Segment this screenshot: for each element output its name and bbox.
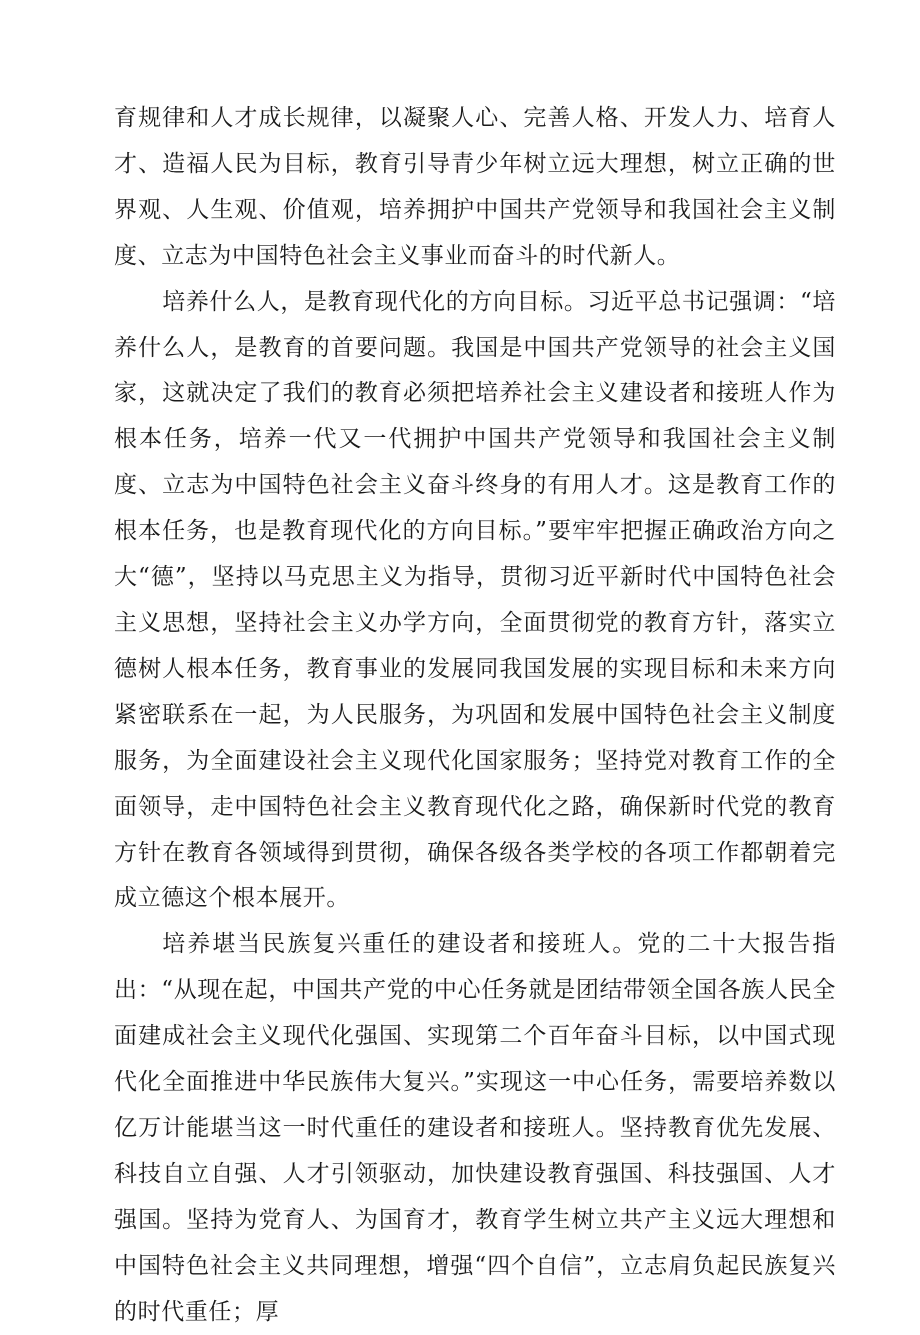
paragraph-education-goal: 培养什么人，是教育现代化的方向目标。习近平总书记强调：“培养什么人，是教育的首要问题。我国是中国共产党领导的社会主义国家，这就决定了我们的教育必须把培养社会主义建设者和接班人作为根本任务，培养一代又一代拥护中国共产党领导和我国社会主义制度、立志为中国特色社会主义奋斗终身的有用人才。这是教育工作的根本任务，也是教育现代化的方向目标。”要牢牢把握正确政治方向之大“德”，坚持以马克思主义为指导，贯彻习近平新时代中国特色社会主义思想，坚持社会主义办学方向，全面贯彻党的教育方针，落实立德树人根本任务，教育事业的发展同我国发展的实现目标和未来方向紧密联系在一起，为人民服务，为巩固和发展中国特色社会主义制度服务，为全面建设社会主义现代化国家服务；坚持党对教育工作的全面领导，走中国特色社会主义教育现代化之路，确保新时代党的教育方针在教育各领域得到贯彻，确保各级各类学校的各项工作都朝着完成立德这个根本展开。: [114, 288, 836, 912]
paragraph-national-rejuvenation: 培养堪当民族复兴重任的建设者和接班人。党的二十大报告指出：“从现在起，中国共产党的中心任务就是团结带领全国各族人民全面建成社会主义现代化强国、实现第二个百年奋斗目标，以中国式现代化全面推进中华民族伟大复兴。”实现这一中心任务，需要培养数以亿万计能堪当这一时代重任的建设者和接班人。坚持教育优先发展、科技自立自强、人才引领驱动，加快建设教育强国、科技强国、人才强国。坚持为党育人、为国育才，教育学生树立共产主义远大理想和中国特色社会主义共同理想，增强“四个自信”，立志肩负起民族复兴的时代重任；厚: [114, 931, 836, 1325]
document-page: [114, 96, 836, 1335]
paragraph-continued: 育规律和人才成长规律，以凝聚人心、完善人格、开发人力、培育人才、造福人民为目标，教育引导青少年树立远大理想，树立正确的世界观、人生观、价值观，培养拥护中国共产党领导和我国社会主义制度、立志为中国特色社会主义事业而奋斗的时代新人。: [114, 105, 836, 269]
